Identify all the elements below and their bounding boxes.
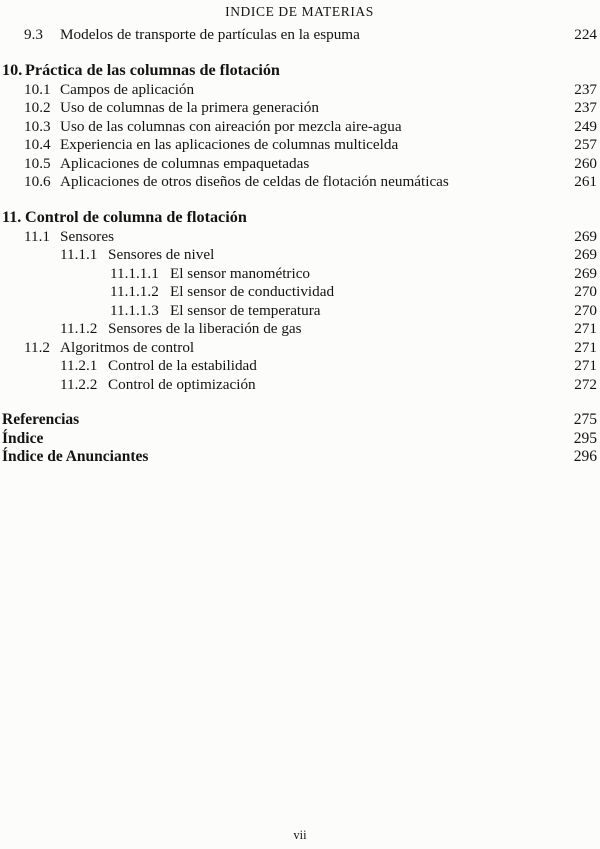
toc-entry-page: 271: [574, 320, 597, 337]
toc-entry-row: [2, 339, 597, 358]
toc-entry-number: 11.2: [24, 338, 51, 356]
toc-list: [2, 26, 597, 394]
toc-entry-title: Sensores de nivel: [108, 246, 215, 263]
toc-entry-number: 11.1.1.2: [110, 283, 159, 300]
back-matter-row: [2, 411, 597, 430]
toc-entry-row: [2, 228, 597, 247]
toc-entry-row: [2, 376, 597, 395]
toc-entry-title: Control de columna de flotación: [25, 207, 247, 226]
toc-entry-page: 261: [574, 173, 597, 190]
toc-entry-row: [2, 155, 597, 174]
toc-entry-row: [2, 99, 597, 118]
toc-entry-number: 10.1: [24, 80, 51, 98]
toc-entry-title: El sensor manométrico: [170, 264, 311, 282]
toc-entry-page: 237: [574, 80, 597, 98]
back-matter-title: Índice: [2, 429, 44, 447]
toc-entry-title: Práctica de las columnas de flotación: [25, 60, 280, 79]
toc-entry-row: [2, 283, 597, 302]
back-matter-title: Referencias: [2, 411, 80, 428]
toc-entry-page: 249: [574, 117, 597, 135]
toc-entry-number: 10.6: [24, 173, 51, 190]
back-matter-row: [2, 430, 597, 449]
page-number-footer: vii: [293, 828, 307, 842]
back-matter-page: 275: [573, 411, 597, 428]
back-matter-title: Índice de Anunciantes: [2, 448, 149, 465]
toc-entry-page: 224: [574, 26, 597, 43]
toc-entry-page: 269: [574, 227, 597, 245]
toc-entry-title: Sensores: [60, 227, 114, 245]
toc-entry-row: [2, 136, 597, 155]
toc-entry-row: [2, 320, 597, 339]
toc-entry-title: Aplicaciones de otros diseños de celdas de flotación neumáticas: [60, 173, 449, 190]
toc-entry-page: 270: [574, 301, 597, 319]
toc-entry-number: 11.: [2, 207, 22, 226]
toc-entry-row: [2, 173, 597, 192]
toc-entry-row: [2, 81, 597, 100]
toc-entry-page: 269: [574, 246, 597, 263]
toc-entry-number: 10.3: [24, 117, 51, 135]
toc-entry-number: 10.2: [24, 99, 51, 116]
toc-entry-page: 271: [574, 338, 597, 356]
toc-entry-row: [2, 246, 597, 265]
toc-entry-number: 10.4: [24, 136, 51, 153]
toc-entry-title: El sensor de conductividad: [170, 283, 335, 300]
toc-entry-title: Campos de aplicación: [60, 80, 195, 98]
back-matter-page: 295: [573, 429, 597, 447]
toc-entry-title: Algoritmos de control: [60, 338, 195, 356]
toc-entry-page: 237: [574, 99, 597, 116]
toc-entry-title: Sensores de la liberación de gas: [108, 320, 302, 337]
back-matter-row: [2, 448, 597, 467]
toc-entry-page: 269: [574, 264, 597, 282]
toc-entry-row: [2, 26, 597, 45]
toc-entry-page: 270: [574, 283, 597, 300]
toc-entry-number: 11.2.1: [60, 357, 98, 374]
toc-entry-number: 11.1.1.1: [110, 264, 159, 282]
toc-entry-title: Control de optimización: [108, 375, 256, 393]
toc-entry-title: Modelos de transporte de partículas en la espuma: [60, 26, 360, 43]
toc-entry-page: 271: [574, 357, 597, 374]
toc-entry-title: Control de la estabilidad: [108, 357, 257, 374]
toc-entry-number: 10.5: [24, 154, 51, 172]
toc-entry-title: Uso de columnas de la primera generación: [60, 99, 319, 116]
toc-entry-number: 11.1.2: [60, 320, 98, 337]
toc-entry-page: 272: [574, 375, 597, 393]
toc-entry-number: 11.1.1: [60, 246, 98, 263]
toc-entry-row: [2, 265, 597, 284]
toc-entry-row: [2, 302, 597, 321]
toc-entry-number: 11.2.2: [60, 375, 98, 393]
back-matter-page: 296: [573, 448, 597, 465]
toc-entry-title: Aplicaciones de columnas empaquetadas: [60, 154, 310, 172]
toc-entry-page: 257: [574, 136, 597, 153]
toc-chapter-row: [2, 207, 597, 228]
toc-entry-page: 260: [574, 154, 597, 172]
toc-entry-title: El sensor de temperatura: [170, 301, 321, 319]
toc-entry-row: [2, 118, 597, 137]
toc-entry-title: Experiencia en las aplicaciones de columnas multicelda: [60, 136, 399, 153]
running-header: INDICE DE MATERIAS: [225, 4, 374, 19]
toc-entry-number: 11.1: [24, 227, 51, 245]
toc-entry-title: Uso de las columnas con aireación por mezcla aire-agua: [60, 117, 402, 135]
back-matter-list: [2, 411, 597, 467]
toc-entry-number: 11.1.1.3: [110, 301, 159, 319]
toc-chapter-row: [2, 60, 597, 81]
toc-entry-number: 9.3: [24, 26, 43, 43]
toc-entry-number: 10.: [2, 60, 23, 79]
toc-entry-row: [2, 357, 597, 376]
